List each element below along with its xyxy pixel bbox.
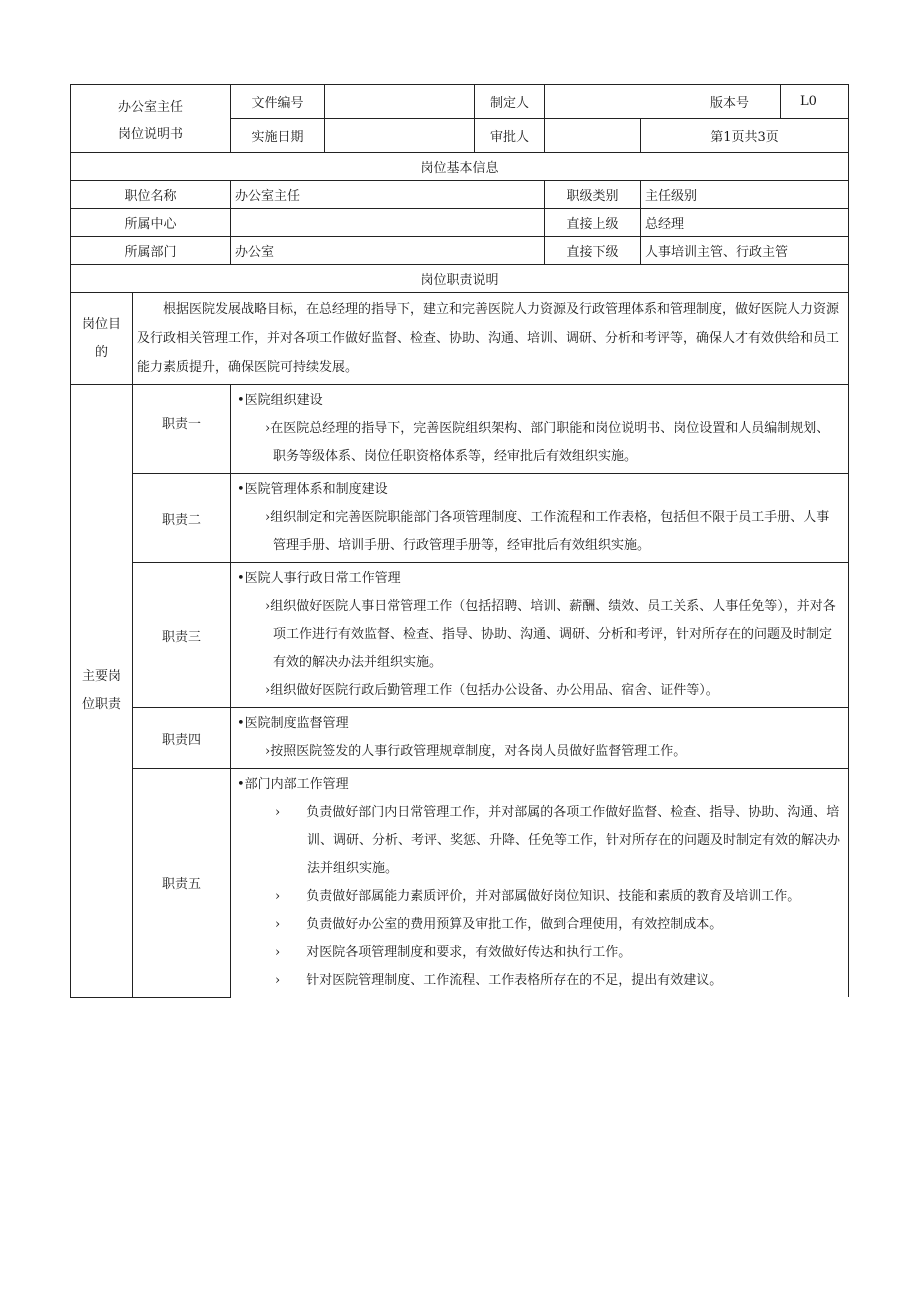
version-cell — [781, 85, 849, 119]
page-info: 第1页共3页 — [641, 119, 849, 153]
approver-value — [545, 119, 641, 153]
duty-line-2-1: ›组织制定和完善医院职能部门各项管理制度、工作流程和工作表格，包括但不限于员工手册、人事管理手册、培训手册、行政管理手册等，经审批后有效组织实施。 — [265, 510, 830, 553]
basic-info-title: 岗位基本信息 — [71, 153, 849, 181]
duty-content-3 — [231, 563, 849, 708]
version-label: 版本号 — [710, 95, 750, 111]
duty-heading-4: •医院制度监督管理 — [237, 716, 349, 731]
purpose-label — [71, 293, 133, 385]
duty-content-2 — [231, 474, 849, 563]
approver-label: 审批人 — [475, 119, 545, 153]
purpose-text: 根据医院发展战略目标，在总经理的指导下，建立和完善医院人力资源及行政管理体系和管理制度，做好医院人力资源及行政相关管理工作，并对各项工作做好监督、检查、协助、沟通、培训、调研、分析和考评等，确保人才有效供给和员工能力素质提升，确保医院可持续发展。 — [133, 293, 849, 385]
subordinate-value: 人事培训主管、行政主管 — [641, 237, 849, 265]
duty-line-5-5: › 针对医院管理制度、工作流程、工作表格所存在的不足，提出有效建议。 — [275, 973, 723, 988]
duty-line-5-4: › 对医院各项管理制度和要求，有效做好传达和执行工作。 — [275, 945, 632, 960]
duty-line-5-2: › 负责做好部属能力素质评价，并对部属做好岗位知识、技能和素质的教育及培训工作。 — [275, 889, 801, 904]
duty-line-1-1: ›在医院总经理的指导下，完善医院组织架构、部门职能和岗位说明书、岗位设置和人员编制规划、职务等级体系、岗位任职资格体系等，经审批后有效组织实施。 — [265, 421, 830, 464]
superior-label: 直接上级 — [545, 209, 641, 237]
superior-value: 总经理 — [641, 209, 849, 237]
duty-name-5: 职责五 — [133, 769, 231, 998]
subordinate-label: 直接下级 — [545, 237, 641, 265]
doc-title-line2: 岗位说明书 — [71, 119, 231, 153]
duty-heading-5: •部门内部工作管理 — [237, 777, 349, 792]
duty-name-3: 职责三 — [133, 563, 231, 708]
dept-value: 办公室 — [231, 237, 545, 265]
duty-name-1: 职责一 — [133, 385, 231, 474]
job-description-document — [70, 84, 848, 998]
version-value: L0 — [800, 93, 817, 109]
doc-no-value — [325, 85, 475, 119]
duty-name-2: 职责二 — [133, 474, 231, 563]
center-value — [231, 209, 545, 237]
duty-heading-1: •医院组织建设 — [237, 393, 323, 408]
doc-no-label: 文件编号 — [231, 85, 325, 119]
duty-line-3-1: ›组织做好医院人事日常管理工作（包括招聘、培训、薪酬、绩效、员工关系、人事任免等），并对各项工作进行有效监督、检查、指导、协助、沟通、调研、分析和考评，针对所存在的问题及时制定有效的解决办法并组织实施。 — [265, 599, 836, 670]
purpose-label-text: 岗位目的 — [81, 316, 121, 360]
main-duties-label — [71, 385, 133, 998]
duty-heading-3: •医院人事行政日常工作管理 — [237, 571, 401, 586]
grade-label: 职级类别 — [545, 181, 641, 209]
date-label: 实施日期 — [231, 119, 325, 153]
duty-line-5-1: › 负责做好部门内日常管理工作，并对部属的各项工作做好监督、检查、指导、协助、沟通、培训、调研、分析、考评、奖惩、升降、任免等工作，针对所存在的问题及时制定有效的解决办法并组织实施。 — [275, 805, 841, 876]
grade-value: 主任级别 — [641, 181, 849, 209]
duty-content-1 — [231, 385, 849, 474]
center-label: 所属中心 — [71, 209, 231, 237]
duty-line-3-2: ›组织做好医院行政后勤管理工作（包括办公设备、办公用品、宿舍、证件等）。 — [265, 683, 719, 698]
duty-line-5-3: › 负责做好办公室的费用预算及审批工作，做到合理使用，有效控制成本。 — [275, 917, 723, 932]
duty-content-4 — [231, 708, 849, 769]
doc-title-line1: 办公室主任 — [71, 85, 231, 119]
duty-name-4: 职责四 — [133, 708, 231, 769]
date-value — [325, 119, 475, 153]
duty-heading-2: •医院管理体系和制度建设 — [237, 482, 388, 497]
duty-content-5 — [231, 769, 849, 998]
author-value — [545, 85, 781, 119]
author-label: 制定人 — [475, 85, 545, 119]
duty-info-title: 岗位职责说明 — [71, 265, 849, 293]
job-description-table — [70, 84, 849, 998]
duty-line-4-1: ›按照医院签发的人事行政管理规章制度，对各岗人员做好监督管理工作。 — [265, 744, 687, 759]
position-value: 办公室主任 — [231, 181, 545, 209]
main-duties-label-text: 主要岗位职责 — [81, 668, 121, 712]
dept-label: 所属部门 — [71, 237, 231, 265]
position-label: 职位名称 — [71, 181, 231, 209]
